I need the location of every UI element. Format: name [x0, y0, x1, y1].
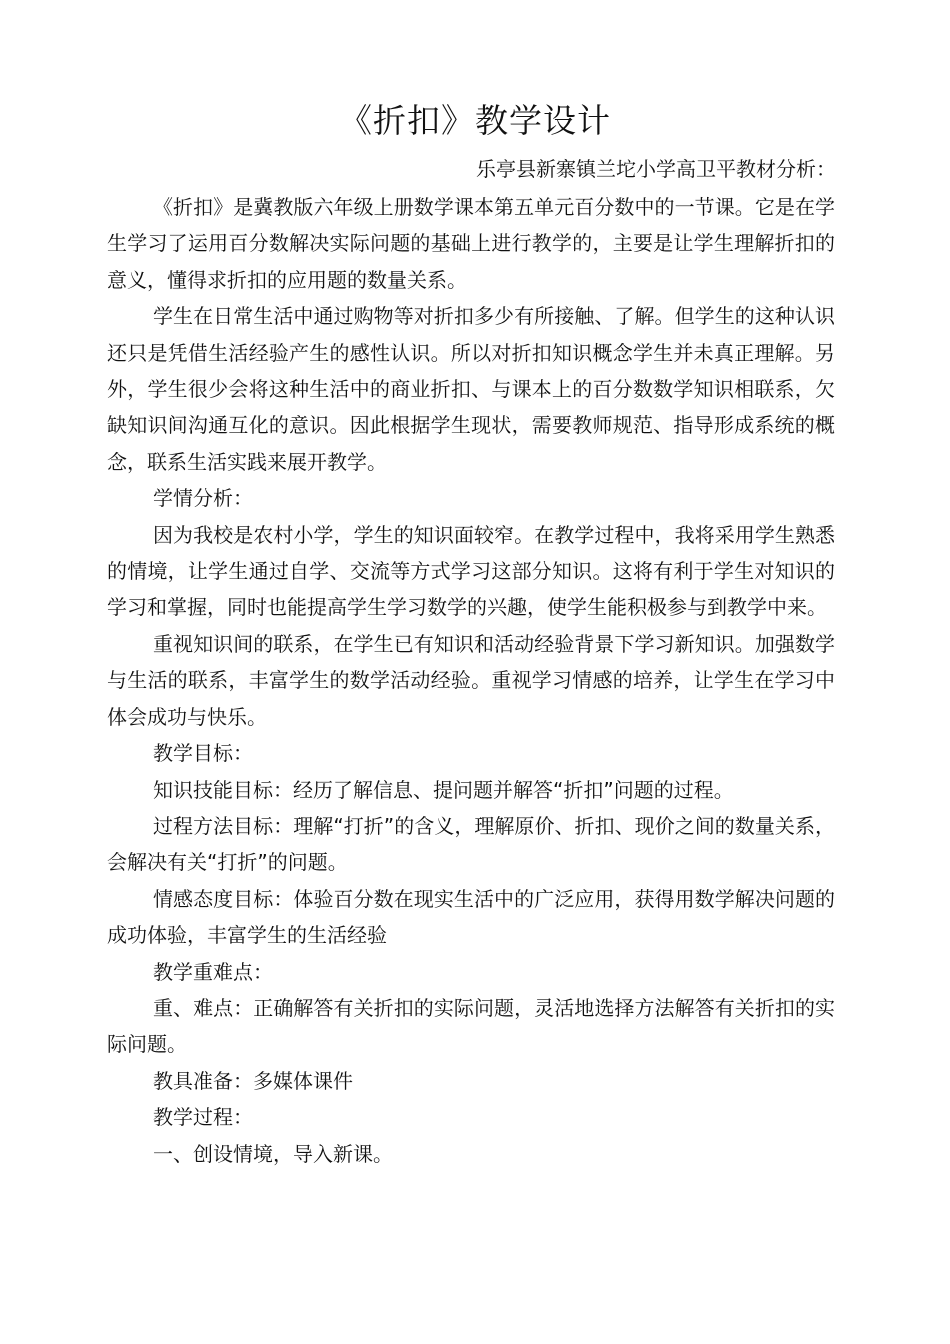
- paragraph-intro: 《折扣》是冀教版六年级上册数学课本第五单元百分数中的一节课。它是在学生学习了运用百分数解决实际问题的基础上进行教学的，主要是让学生理解折扣的意义，懂得求折扣的应用题的数量关系。: [107, 195, 835, 292]
- document-title: 《折扣》教学设计: [339, 101, 611, 140]
- section-heading-key-points: 教学重难点：: [153, 959, 273, 984]
- paragraph-rural-school: 因为我校是农村小学，学生的知识面较窄。在教学过程中，我将采用学生熟悉的情境，让学生通过自学、交流等方式学习这部分知识。这将有利于学生对知识的学习和掌握，同时也能提高学生学习数学的兴趣，使学生能积极参与到教学中来。: [107, 522, 835, 620]
- paragraph-attitude-goal: 情感态度目标：体验百分数在现实生活中的广泛应用，获得用数学解决问题的成功体验，丰富学生的生活经验: [107, 886, 835, 948]
- section-heading-step-one: 一、创设情境，导入新课。: [153, 1141, 393, 1166]
- section-heading-objectives: 教学目标：: [153, 741, 253, 766]
- paragraph-key-points: 重、难点：正确解答有关折扣的实际问题，灵活地选择方法解答有关折扣的实际问题。: [107, 995, 835, 1057]
- paragraph-teaching-aids: 教具准备：多媒体课件: [153, 1068, 353, 1093]
- paragraph-knowledge-goal: 知识技能目标：经历了解信息、提问题并解答“折扣”问题的过程。: [153, 777, 734, 802]
- document-body: [107, 189, 835, 1172]
- section-heading-process: 教学过程：: [153, 1105, 253, 1130]
- paragraph-process-goal: 过程方法目标：理解“打折”的含义，理解原价、折扣、现价之间的数量关系，会解决有关“打折”的问题。: [107, 813, 835, 875]
- paragraph-knowledge-links: 重视知识间的联系，在学生已有知识和活动经验背景下学习新知识。加强数学与生活的联系，丰富学生的数学活动经验。重视学习情感的培养，让学生在学习中体会成功与快乐。: [107, 631, 835, 729]
- author-line: 乐亭县新寨镇兰坨小学高卫平教材分析：: [476, 157, 836, 181]
- section-heading-learner-analysis: 学情分析：: [153, 486, 253, 511]
- paragraph-student-experience: 学生在日常生活中通过购物等对折扣多少有所接触、了解。但学生的这种认识还只是凭借生活经验产生的感性认识。所以对折扣知识概念学生并未真正理解。另外，学生很少会将这种生活中的商业折扣、与课本上的百分数数学知识相联系，欠缺知识间沟通互化的意识。因此根据学生现状，需要教师规范、指导形成系统的概念，联系生活实践来展开教学。: [107, 304, 835, 474]
